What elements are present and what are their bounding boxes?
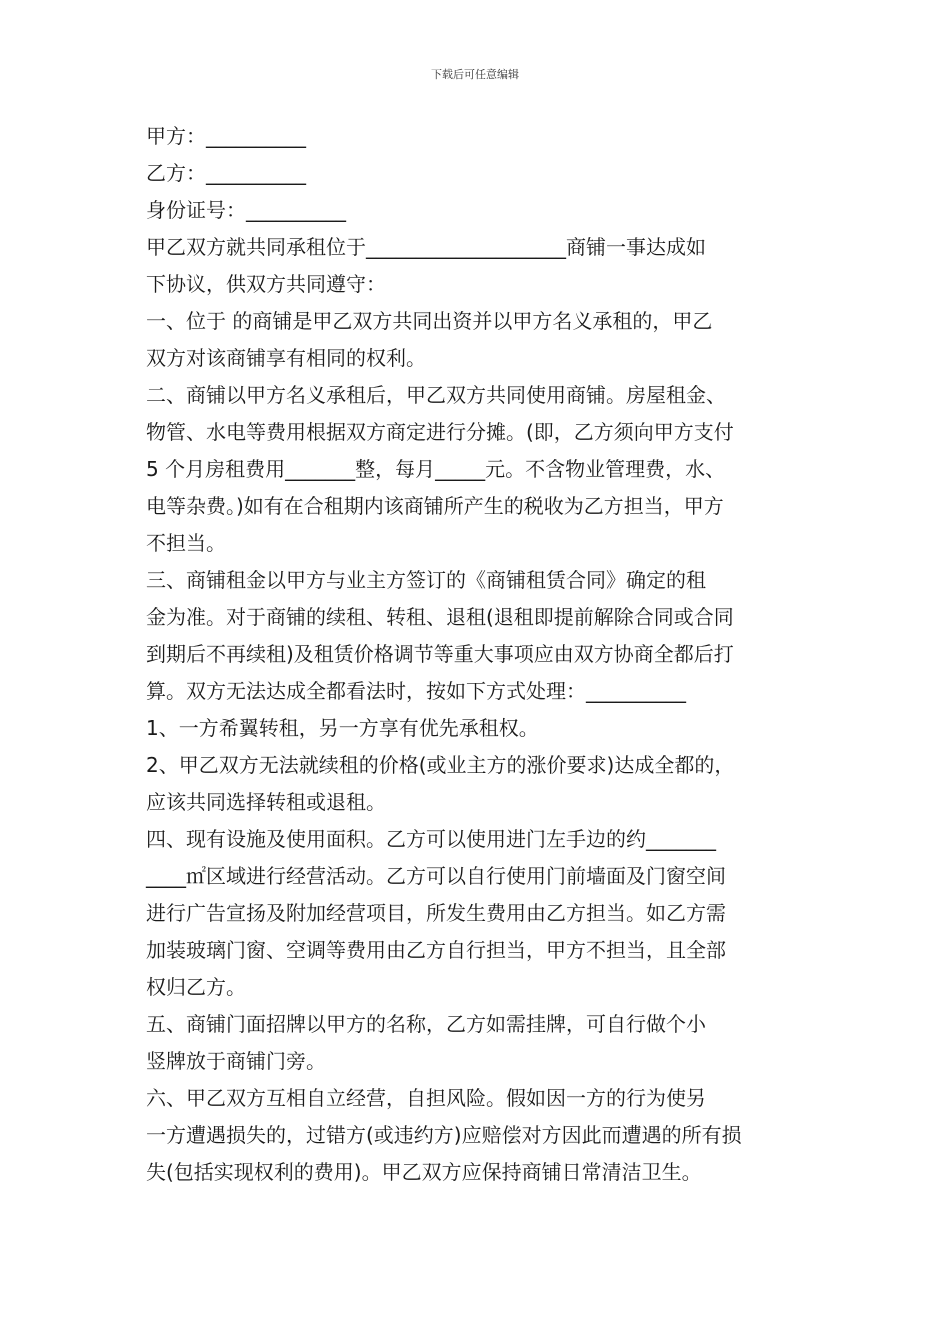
section-3-line-4: 算。双方无法达成全都看法时，按如下方式处理：__________ (146, 679, 686, 703)
party-a-line: 甲方：__________ (146, 124, 306, 148)
section-2-line-4: 电等杂费。)如有在合租期内该商铺所产生的税收为乙方担当，甲方 (146, 494, 724, 518)
page-header: 下载后可任意编辑 (431, 68, 519, 81)
section-2-line-5: 不担当。 (146, 531, 226, 555)
section-3-item-2-line-1: 2、甲乙双方无法就续租的价格(或业主方的涨价要求)达成全都的， (146, 753, 735, 777)
section-6-line-3: 失(包括实现权利的费用)。甲乙双方应保持商铺日常清洁卫生。 (146, 1160, 702, 1184)
section-3-line-2: 金为准。对于商铺的续租、转租、退租(退租即提前解除合同或合同 (146, 605, 734, 629)
section-2-line-2: 物管、水电等费用根据双方商定进行分摊。(即，乙方须向甲方支付 (146, 420, 734, 444)
section-1-line-2: 双方对该商铺享有相同的权利。 (146, 346, 426, 370)
document-body (146, 118, 824, 1191)
party-b-line: 乙方：__________ (146, 161, 306, 185)
section-4-line-4: 加装玻璃门窗、空调等费用由乙方自行担当，甲方不担当，且全部 (146, 938, 726, 962)
section-6-line-1: 六、甲乙双方互相自立经营，自担风险。假如因一方的行为使另 (146, 1086, 706, 1110)
section-3-item-1: 1、一方希翼转租，另一方享有优先承租权。 (146, 716, 539, 740)
section-2-line-3: 5 个月房租费用_______整，每月_____元。不含物业管理费，水、 (146, 457, 726, 481)
section-3-line-1: 三、商铺租金以甲方与业主方签订的《商铺租赁合同》确定的租 (146, 568, 706, 592)
section-5-line-2: 竖牌放于商铺门旁。 (146, 1049, 326, 1073)
section-6-line-2: 一方遭遇损失的，过错方(或违约方)应赔偿对方因此而遭遇的所有损 (146, 1123, 742, 1147)
section-4-line-5: 权归乙方。 (146, 975, 246, 999)
intro-line-2: 下协议，供双方共同遵守： (146, 272, 386, 296)
section-3-line-3: 到期后不再续租)及租赁价格调节等重大事项应由双方协商全都后打 (146, 642, 734, 666)
id-number-line: 身份证号：__________ (146, 198, 346, 222)
section-4-line-2: ____㎡区域进行经营活动。乙方可以自行使用门前墙面及门窗空间 (146, 864, 726, 888)
section-4-line-3: 进行广告宣扬及附加经营项目，所发生费用由乙方担当。如乙方需 (146, 901, 726, 925)
section-1-line-1: 一、位于 的商铺是甲乙双方共同出资并以甲方名义承租的，甲乙 (146, 309, 713, 333)
section-4-line-1: 四、现有设施及使用面积。乙方可以使用进门左手边的约_______ (146, 827, 716, 851)
section-3-item-2-line-2: 应该共同选择转租或退租。 (146, 790, 386, 814)
section-5-line-1: 五、商铺门面招牌以甲方的名称，乙方如需挂牌，可自行做个小 (146, 1012, 706, 1036)
intro-line-1: 甲乙双方就共同承租位于____________________商铺一事达成如 (146, 235, 706, 259)
section-2-line-1: 二、商铺以甲方名义承租后，甲乙双方共同使用商铺。房屋租金、 (146, 383, 726, 407)
